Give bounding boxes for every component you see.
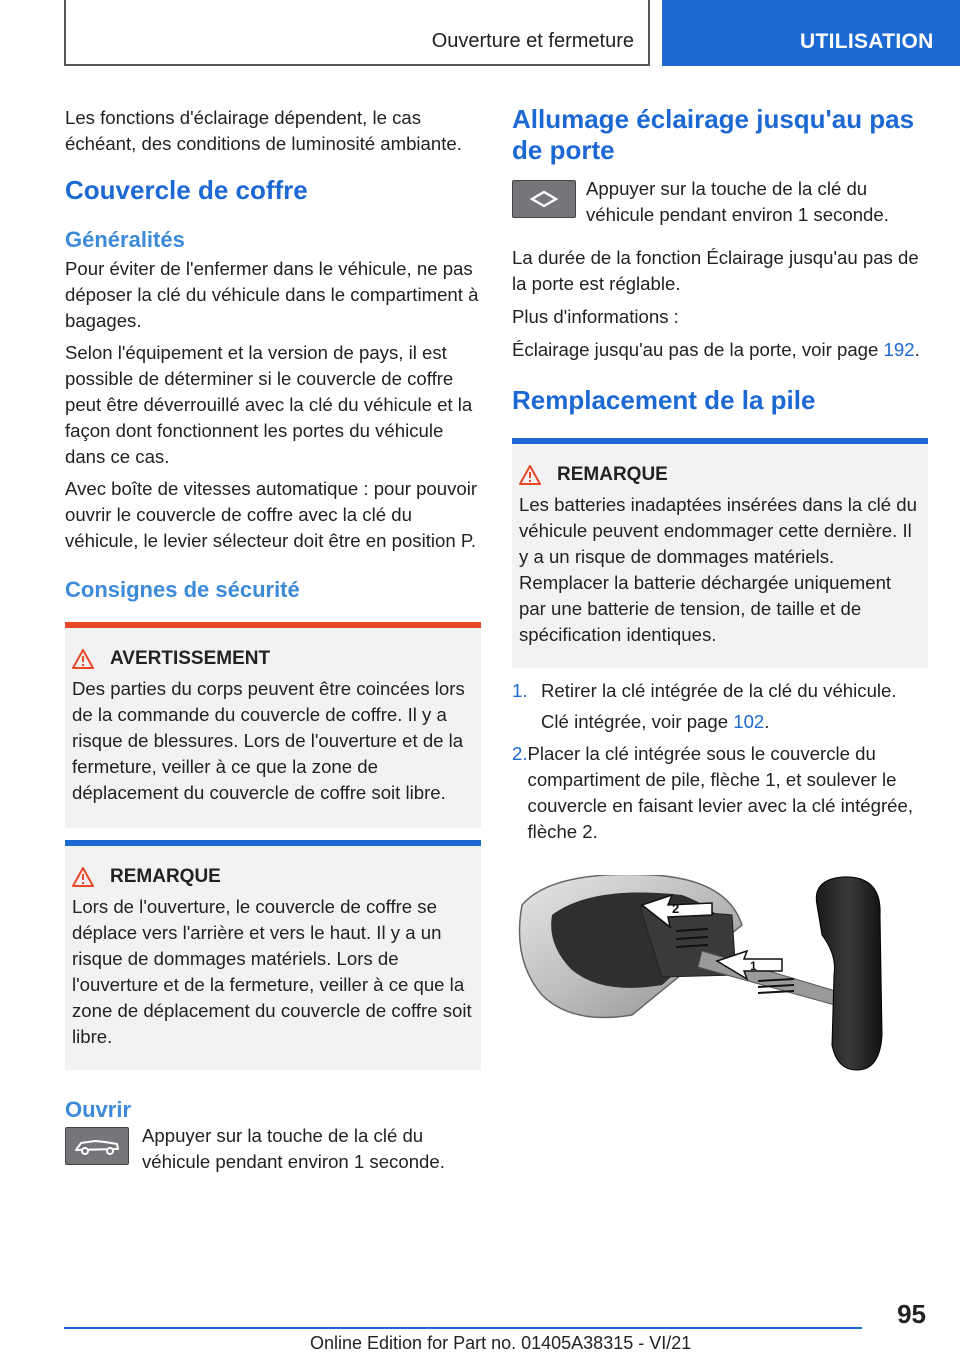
step-text: Placer la clé intégrée sous le couvercle du compartiment de pile, flèche 1, et soulever le couvercle en faisant levier avec la clé intégrée, flèche 2. — [527, 743, 914, 842]
figure-arrow-label: 2 — [672, 901, 680, 916]
general-paragraph-2: Selon l'équipement et la version de pays, il est possible de déterminer si le couvercle de coffre peut être déverrouillé avec la clé du véhicule et la façon dont fonctionnent les portes du véhicule dans ce cas. — [65, 342, 473, 467]
note-box-trunk — [65, 840, 481, 1070]
step-ref-text: Clé intégrée, voir page — [541, 711, 734, 732]
page-link-102[interactable]: 102 — [733, 711, 765, 732]
header-section-tab — [64, 0, 650, 66]
step-number: 1. — [512, 680, 528, 701]
trunk-key-button-icon — [65, 1127, 129, 1165]
figure-arrow-label: 1 — [750, 959, 757, 973]
heading-open: Ouvrir — [65, 1097, 132, 1122]
note-title-row — [72, 866, 474, 888]
general-paragraph-3: Avec boîte de vitesses automatique : pour pouvoir ouvrir le couvercle de coffre avec la clé du véhicule, le levier sélecteur doit être en position P. — [65, 478, 478, 551]
step-item — [512, 741, 928, 845]
light-paragraph-1: La durée de la fonction Éclairage jusqu'au pas de la porte est réglable. — [512, 247, 919, 294]
warning-title-row — [72, 648, 474, 670]
footer-divider — [64, 1327, 862, 1329]
intro-paragraph: Les fonctions d'éclairage dépendent, le cas échéant, des conditions de luminosité ambiante. — [65, 107, 462, 154]
light-ref-text: Éclairage jusqu'au pas de la porte, voir page — [512, 339, 884, 360]
light-key-button-icon — [512, 180, 576, 218]
footer-edition: Online Edition for Part no. 01405A38315 - VI/21 — [310, 1333, 692, 1353]
note-title: REMARQUE — [557, 464, 668, 485]
warning-text: Des parties du corps peuvent être coincées lors de la commande du couvercle de coffre. Il y a risque de blessures. Lors de l'ouverture et de la fermeture, veiller à ce que la zone de déplacement du couvercle de coffre soit libre. — [72, 678, 465, 803]
warning-box — [65, 622, 481, 828]
note-title-row — [519, 464, 921, 486]
battery-steps — [512, 678, 928, 845]
light-text: Appuyer sur la touche de la clé du véhicule pendant environ 1 seconde. — [586, 178, 889, 225]
page-number: 95 — [897, 1299, 926, 1329]
warning-triangle-icon — [519, 465, 541, 485]
header-section-title: Ouverture et fermeture — [431, 30, 634, 52]
general-paragraph-1: Pour éviter de l'enfermer dans le véhicule, ne pas déposer la clé du véhicule dans le compartiment à bagages. — [65, 258, 479, 331]
note-text: Lors de l'ouverture, le couvercle de coffre se déplace vers l'arrière et vers le haut. Il y a un risque de dommages matériels. Lors de l'ouverture et de la fermeture, veiller à ce que la zone de déplacement du couvercle de coffre soit libre. — [72, 896, 472, 1047]
step-item — [512, 678, 928, 735]
step-subtext: Clé intégrée, voir page 102. — [541, 711, 770, 732]
right-column — [512, 100, 928, 1075]
heading-general: Généralités — [65, 227, 185, 252]
open-instruction — [65, 1127, 481, 1175]
header-chapter-title: UTILISATION — [800, 30, 934, 53]
warning-title: AVERTISSEMENT — [110, 648, 271, 669]
heading-safety: Consignes de sécurité — [65, 577, 300, 602]
note-text: Les batteries inadaptées insérées dans la clé du véhicule peuvent endommager cette dernière. Il y a un risque de dommages matériels. Remplacer la batterie déchargée uniquement par une batterie de tension, de taille et de spécification identiques. — [519, 494, 917, 645]
open-text: Appuyer sur la touche de la clé du véhicule pendant environ 1 seconde. — [142, 1125, 445, 1172]
warning-triangle-icon — [72, 867, 94, 887]
step-text: Retirer la clé intégrée de la clé du véhicule. — [541, 680, 897, 701]
key-battery-illustration — [512, 875, 912, 1075]
page-link-192[interactable]: 192 — [883, 339, 915, 360]
header-chapter-tab[interactable] — [662, 0, 960, 66]
heading-battery: Remplacement de la pile — [512, 385, 816, 415]
left-column — [65, 100, 481, 1175]
note-box-battery — [512, 438, 928, 668]
light-instruction — [512, 180, 928, 228]
light-paragraph-3: Éclairage jusqu'au pas de la porte, voir page 192. — [512, 339, 920, 360]
warning-triangle-icon — [72, 649, 94, 669]
heading-welcome-light: Allumage éclairage jusqu'au pas de porte — [512, 104, 915, 165]
note-title: REMARQUE — [110, 866, 221, 887]
light-paragraph-2: Plus d'informations : — [512, 306, 679, 327]
step-number: 2. — [512, 743, 528, 764]
heading-trunk: Couvercle de coffre — [65, 175, 308, 205]
key-illustration-svg — [512, 875, 912, 1075]
